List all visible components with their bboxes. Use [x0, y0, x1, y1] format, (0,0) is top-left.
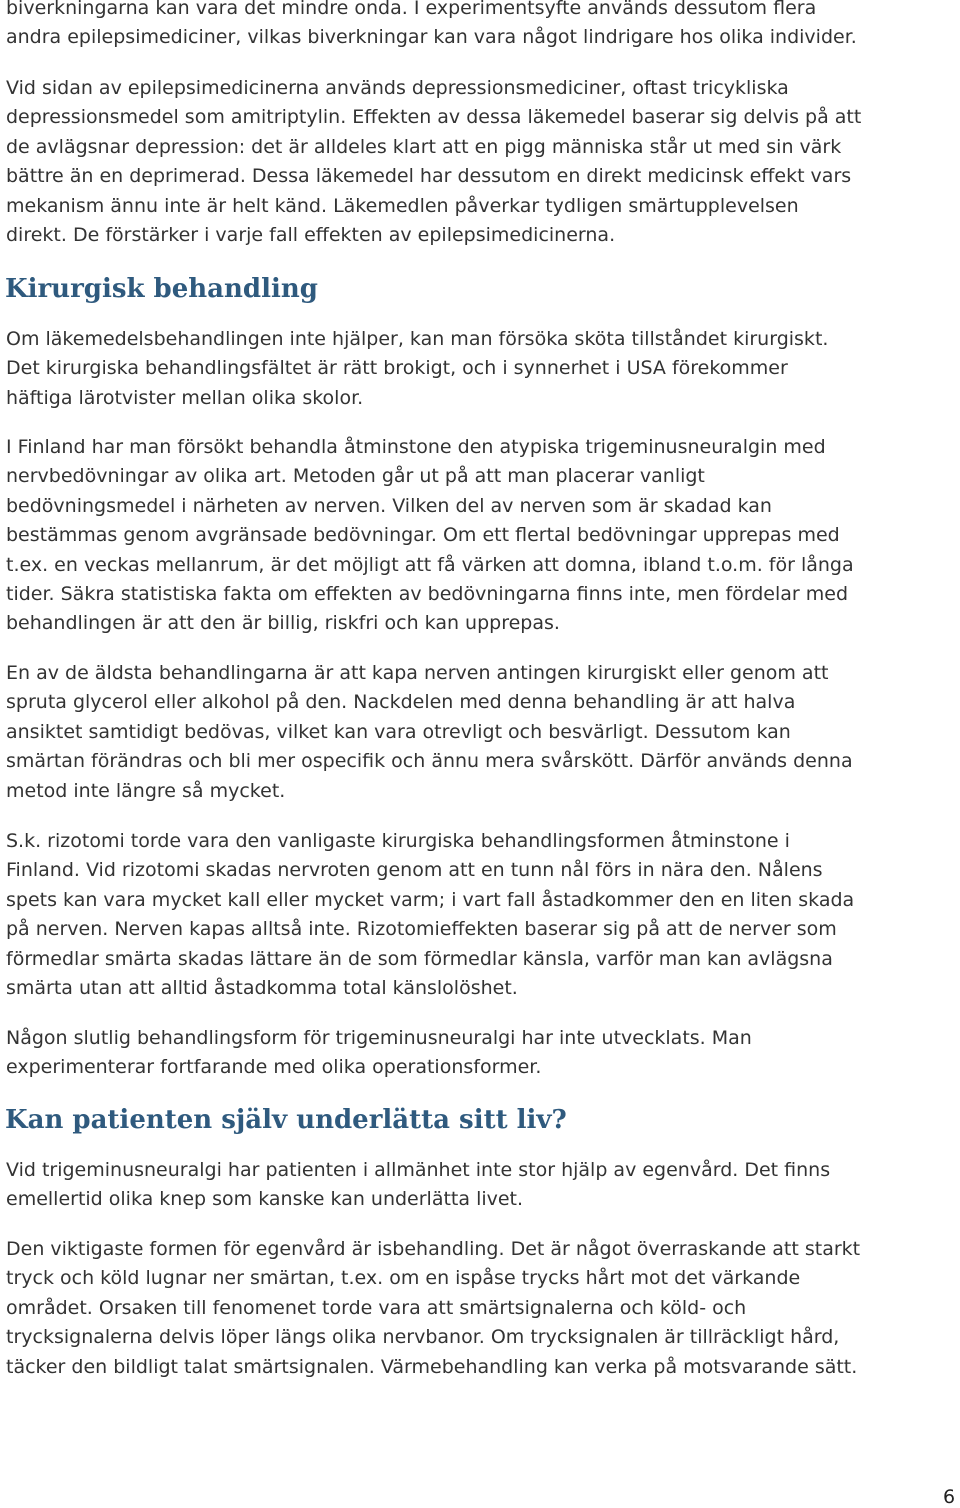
text-line: bedövningsmedel i närheten av nerven. Vilken del av nerven som är skadad kan [6, 494, 772, 517]
text-line: de avlägsnar depression: det är alldeles klart att en pigg människa står ut med sin värk [6, 135, 842, 158]
heading-self-help: Kan patienten själv underlätta sitt liv? [5, 1105, 567, 1135]
text-line: Finland. Vid rizotomi skadas nervroten genom att en tunn nål förs in nära den. Nålens [6, 859, 823, 882]
text-line: spruta glycerol eller alkohol på den. Nackdelen med denna behandling är att halva [6, 691, 796, 714]
text-line: tider. Säkra statistiska fakta om effekten av bedövningarna finns inte, men fördelar med [6, 583, 849, 606]
paragraph-self-care-intro [6, 1156, 956, 1215]
text-line: nervbedövningar av olika art. Metoden går ut på att man placerar vanligt [6, 465, 705, 488]
text-line: ansiktet samtidigt bedövas, vilket kan vara otrevligt och besvärligt. Dessutom kan [6, 720, 791, 743]
text-line: direkt. De förstärker i varje fall effekten av epilepsimedicinerna. [6, 224, 616, 247]
text-line: behandlingen är att den är billig, riskfri och kan upprepas. [6, 612, 560, 635]
text-line: S.k. rizotomi torde vara den vanligaste kirurgiska behandlingsformen åtminstone i [6, 830, 790, 852]
text-line: emellertid olika knep som kanske kan underlätta livet. [6, 1188, 524, 1211]
text-line: En av de äldsta behandlingarna är att kapa nerven antingen kirurgiskt eller genom att [6, 662, 829, 684]
page-number: 6 [943, 1486, 956, 1508]
text-line: häftiga lärotvister mellan olika skolor. [6, 386, 364, 409]
text-line: smärta utan att alltid åstadkomma total känslolöshet. [6, 977, 518, 1000]
text-line: spets kan vara mycket kall eller mycket varm; i vart fall åstadkommer den en liten skada [6, 888, 855, 911]
text-line: Det kirurgiska behandlingsfältet är rätt brokigt, och i synnerhet i USA förekommer [6, 357, 788, 380]
paragraph-nerve-blocks [6, 433, 956, 639]
text-line: I Finland har man försökt behandla åtminstone den atypiska trigeminusneuralgin med [6, 436, 826, 458]
heading-surgical-treatment: Kirurgisk behandling [5, 274, 318, 304]
text-line: Någon slutlig behandlingsform för trigeminusneuralgi har inte utvecklats. Man [6, 1027, 752, 1049]
paragraph-no-final-treatment [6, 1024, 956, 1083]
text-line: experimenterar fortfarande med olika operationsformer. [6, 1056, 542, 1079]
paragraph-rhizotomy [6, 827, 956, 1003]
paragraph-epilepsy-side-effects [6, 0, 956, 53]
text-line: biverkningarna kan vara det mindre onda. I experimentsyfte används dessutom flera [6, 0, 817, 19]
text-line: Vid trigeminusneuralgi har patienten i allmänhet inte stor hjälp av egenvård. Det finns [6, 1159, 831, 1181]
text-line: Om läkemedelsbehandlingen inte hjälper, kan man försöka sköta tillståndet kirurgiskt. [6, 328, 829, 350]
text-line: mekanism ännu inte är helt känd. Läkemedlen påverkar tydligen smärtupplevelsen [6, 194, 799, 217]
text-line: bestämmas genom avgränsade bedövningar. Om ett flertal bedövningar upprepas med [6, 524, 840, 547]
text-line: tryck och köld lugnar ner smärtan, t.ex. om en ispåse trycks hårt mot det värkande [6, 1267, 801, 1290]
text-line: förmedlar smärta skadas lättare än de som förmedlar känsla, varför man kan avlägsna [6, 947, 833, 970]
text-line: metod inte längre så mycket. [6, 779, 286, 802]
paragraph-depression-medication [6, 74, 956, 250]
text-line: Vid sidan av epilepsimedicinerna används depressionsmediciner, oftast tricykliska [6, 77, 789, 99]
text-line: täcker den bildligt talat smärtsignalen. Värmebehandling kan verka på motsvarande sätt. [6, 1355, 858, 1378]
paragraph-surgical-intro [6, 325, 956, 413]
text-line: Den viktigaste formen för egenvård är isbehandling. Det är något överraskande att starkt [6, 1238, 861, 1260]
paragraph-nerve-cutting [6, 659, 956, 806]
text-line: depressionsmedel som amitriptylin. Effekten av dessa läkemedel baserar sig delvis på att [6, 106, 862, 129]
text-line: på nerven. Nerven kapas alltså inte. Rizotomieffekten baserar sig på att de nerver som [6, 918, 837, 941]
text-line: smärtan förändras och bli mer ospecifik och ännu mera svårskött. Därför används denna [6, 750, 853, 773]
text-line: bättre än en deprimerad. Dessa läkemedel har dessutom en direkt medicinsk effekt vars [6, 165, 852, 188]
text-line: andra epilepsimediciner, vilkas biverkningar kan vara något lindrigare hos olika individer. [6, 26, 857, 49]
paragraph-ice-treatment [6, 1235, 956, 1382]
text-line: t.ex. en veckas mellanrum, är det möjligt att få värken att domna, ibland t.o.m. för långa [6, 553, 854, 576]
text-line: området. Orsaken till fenomenet torde vara att smärtsignalerna och köld- och [6, 1296, 747, 1319]
text-line: trycksignalerna delvis löper längs olika nervbanor. Om trycksignalen är tillräckligt hård, [6, 1326, 840, 1349]
